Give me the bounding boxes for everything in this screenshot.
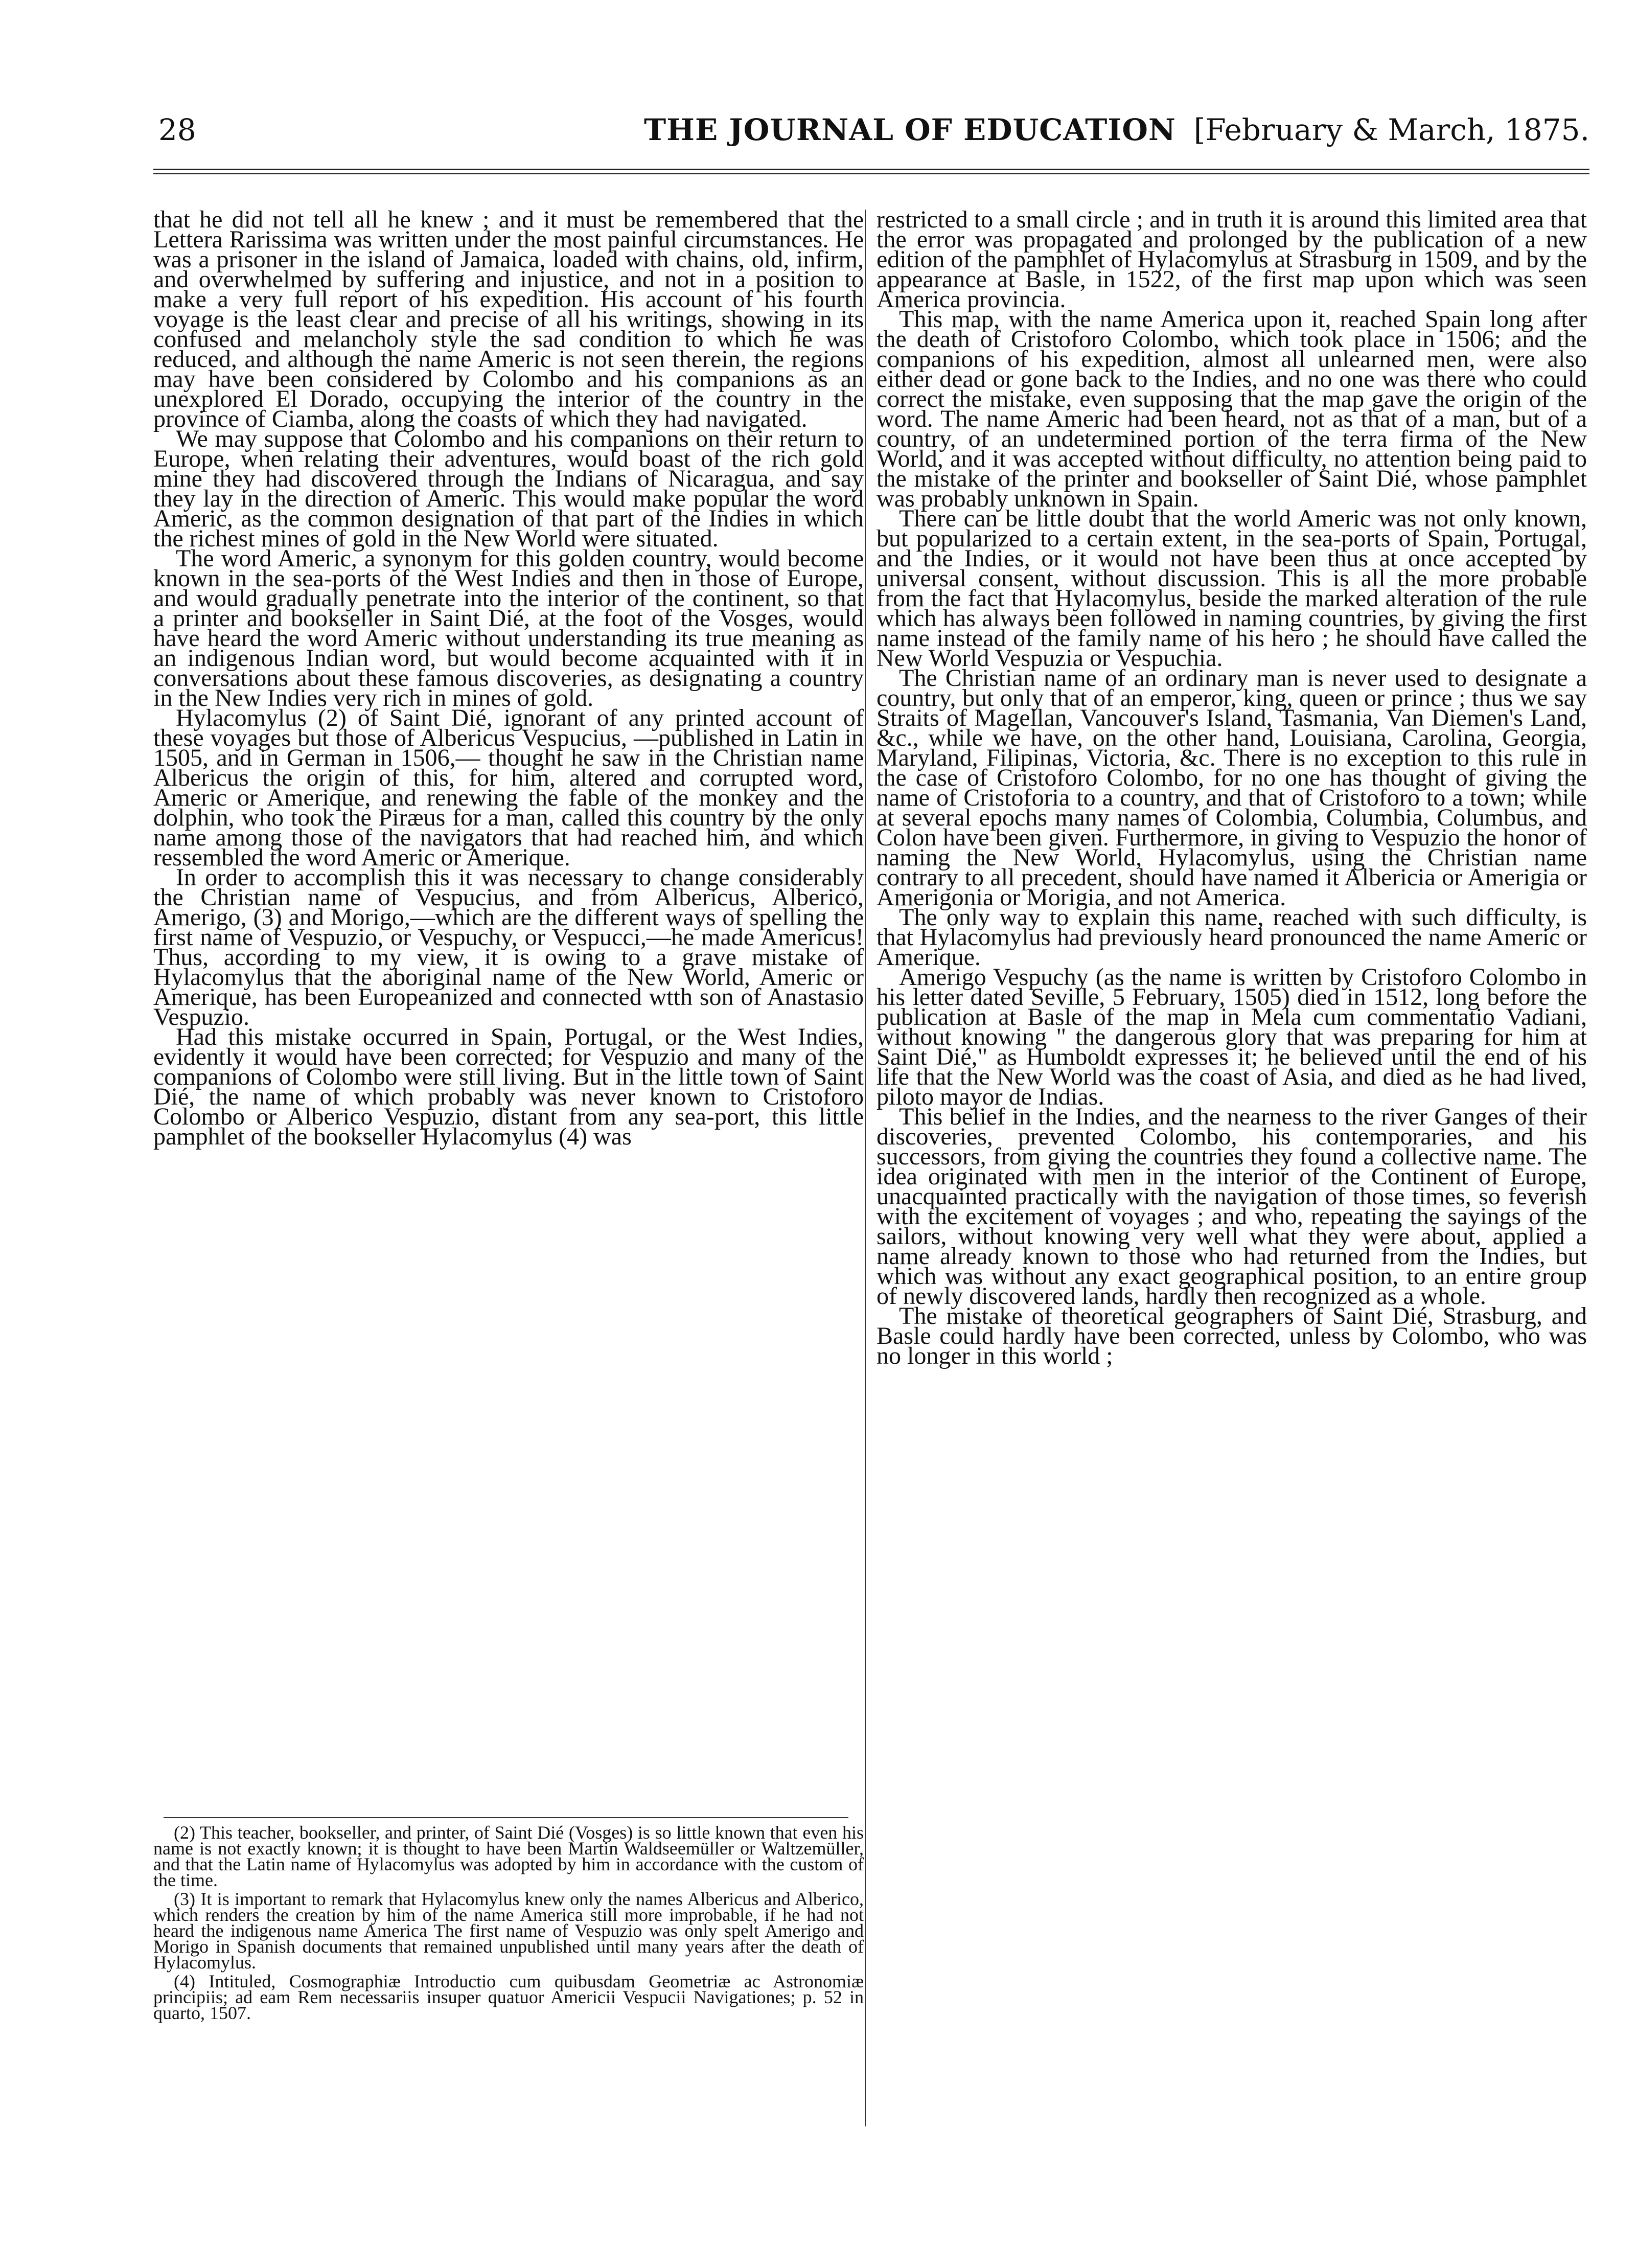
footnotes: [153, 1822, 864, 2024]
paragraph: Hylacomylus (2) of Saint Dié, ignorant of any printed account of these voyages but those of Albericus Vespucius, —published in Latin in 1505, and in German in 1506,— thought he saw in the Christian name Albericus the origin of this, for him, altered and corrupted word, Americ or Amerique, and renewing the fable of the monkey and the dolphin, who took the Piræus for a man, called this country by the only name among those of the navigators that had reached him, and which ressembled the word Americ or Amerique.: [153, 704, 864, 871]
paragraph: restricted to a small circle ; and in truth it is around this limited area that the error was propagated and prolonged by the publication of a new edition of the pamphlet of Hylacomylus at Strasburg in 1509, and by the appearance at Basle, in 1522, of the first map upon which was seen America provincia.: [877, 206, 1587, 313]
paragraph: The word Americ, a synonym for this golden country, would become known in the sea-ports of the West Indies and then in those of Europe, and would gradually penetrate into the interior of the continent, so that a printer and bookseller in Saint Dié, at the foot of the Vosges, would have heard the word Americ without understanding its true meaning as an indigenous Indian word, but would become acquainted with it in conversations about these famous discoveries, as designating a country in the New Indies very rich in mines of gold.: [153, 545, 864, 712]
column-divider: [865, 210, 866, 2126]
paragraph: The only way to explain this name, reached with such difficulty, is that Hylacomylus had previously heard pronounced the name Americ or Amerique.: [877, 904, 1587, 971]
page-header: [153, 112, 1589, 164]
journal-title: THE JOURNAL OF EDUCATION: [644, 112, 1176, 147]
issue-date: [February & March, 1875.: [1193, 112, 1589, 147]
footnote: (4) Intituled, Cosmographiæ Introductio cum quibusdam Geometriæ ac Astronomiæ principiis; ad eam Rem necessariis insuper quatuor Americii Vespucii Navigationes; p. 52 in quarto, 1507.: [153, 1971, 864, 2023]
paragraph: This belief in the Indies, and the nearness to the river Ganges of their discoveries, prevented Colombo, his contemporaries, and his successors, from giving the countries they found a collective name. The idea originated with men in the interior of the Continent of Europe, unacquainted practically with the navigation of those times, so feverish with the excitement of voyages ; and who, repeating the sayings of the sailors, without knowing very well what they were about, applied a name already known to those who had returned from the Indies, but which was without any exact geographical position, to an entire group of newly discovered lands, hardly then recognized as a whole.: [877, 1103, 1587, 1310]
footnote-rule: [164, 1817, 848, 1818]
paragraph: Had this mistake occurred in Spain, Portugal, or the West Indies, evidently it would have been corrected; for Vespuzio and many of the companions of Colombo were still living. But in the little town of Saint Dié, the name of which probably was never known to Cristoforo Colombo or Alberico Vespuzio, distant from any sea-port, this little pamphlet of the bookseller Hylacomylus (4) was: [153, 1023, 864, 1150]
paragraph: that he did not tell all he knew ; and it must be remembered that the Lettera Rarissima was written under the most painful circumstances. He was a prisoner in the island of Jamaica, loaded with chains, old, infirm, and overwhelmed by suffering and injustice, and not in a position to make a very full report of his expedition. His account of his fourth voyage is the least clear and precise of all his writings, showing in its confused and melancholy style the sad condition to which he was reduced, and although the name Americ is not seen therein, the regions may have been considered by Colombo and his companions as an unexplored El Dorado, occupying the interior of the country in the province of Ciamba, along the coasts of which they had navigated.: [153, 206, 864, 432]
paragraph: In order to accomplish this it was necessary to change considerably the Christian name of Vespucius, and from Albericus, Alberico, Amerigo, (3) and Morigo,—which are the different ways of spelling the first name of Vespuzio, or Vespuchy, or Vespucci,—he made Americus! Thus, according to my view, it is owing to a grave mistake of Hylacomylus that the aboriginal name of the New World, Americ or Amerique, has been Europeanized and connected wtth son of Anastasio Vespuzio.: [153, 864, 864, 1030]
left-column: [153, 206, 864, 1150]
footnote: (2) This teacher, bookseller, and printer, of Saint Dié (Vosges) is so little known that even his name is not exactly known; it is thought to have been Martin Waldseemüller or Waltzemüller, and that the Latin name of Hylacomylus was adopted by him in accordance with the custom of the time.: [153, 1822, 864, 1890]
paragraph: There can be little doubt that the world Americ was not only known, but popularized to a certain extent, in the sea-ports of Spain, Portugal, and the Indies, or it would not have been thus at once accepted by universal consent, without discussion. This is all the more probable from the fact that Hylacomylus, beside the marked alteration of the rule which has always been followed in naming countries, by giving the first name instead of the family name of his hero ; he should have called the New World Vespuzia or Vespuchia.: [877, 505, 1587, 672]
paragraph: The Christian name of an ordinary man is never used to designate a country, but only that of an emperor, king, queen or prince ; thus we say Straits of Magellan, Vancouver's Island, Tasmania, Van Diemen's Land, &c., while we have, on the other hand, Louisiana, Carolina, Georgia, Maryland, Filipinas, Victoria, &c. There is no exception to this rule in the case of Cristoforo Colombo, for no one has thought of giving the name of Cristoforia to a country, and that of Cristoforo to a town; while at several epochs many names of Colombia, Columbia, Columbus, and Colon have been given. Furthermore, in giving to Vespuzio the honor of naming the New World, Hylacomylus, using the Christian name contrary to all precedent, should have named it Albericia or Amerigia or Amerigonia or Morigia, and not America.: [877, 665, 1587, 911]
page-number: 28: [158, 112, 196, 147]
header-rule: [153, 169, 1589, 174]
footnote: (3) It is important to remark that Hylacomylus knew only the names Albericus and Alberico, which renders the creation by him of the name America still more improbable, if he had not heard the indigenous name America The first name of Vespuzio was only spelt Amerigo and Morigo in Spanish documents that remained unpublished until many years after the death of Hylacomylus.: [153, 1889, 864, 1973]
right-column: [877, 206, 1587, 1369]
paragraph: Amerigo Vespuchy (as the name is written by Cristoforo Colombo in his letter dated Seville, 5 February, 1505) died in 1512, long before the publication at Basle of the map in Mela cum commentatio Vadiani, without knowing " the dangerous glory that was preparing for him at Saint Dié," as Humboldt expresses it; he believed until the end of his life that the New World was the coast of Asia, and died as he had lived, piloto mayor de Indias.: [877, 964, 1587, 1110]
paragraph: We may suppose that Colombo and his companions on their return to Europe, when relating their adventures, would boast of the rich gold mine they had discovered through the Indians of Nicaragua, and say they lay in the direction of Americ. This would make popular the word Americ, as the common designation of that part of the Indies in which the richest mines of gold in the New World were situated.: [153, 425, 864, 552]
paragraph: This map, with the name America upon it, reached Spain long after the death of Cristoforo Colombo, which took place in 1506; and the companions of his expedition, almost all unlearned men, were also either dead or gone back to the Indies, and no one was there who could correct the mistake, even supposing that the map gave the origin of the word. The name Americ had been heard, not as that of a man, but of a country, of an undetermined portion of the terra firma of the New World, and it was accepted without difficulty, no attention being paid to the mistake of the printer and bookseller of Saint Dié, whose pamphlet was probably unknown in Spain.: [877, 306, 1587, 512]
paragraph: The mistake of theoretical geographers of Saint Dié, Strasburg, and Basle could hardly have been corrected, unless by Colombo, who was no longer in this world ;: [877, 1302, 1587, 1369]
